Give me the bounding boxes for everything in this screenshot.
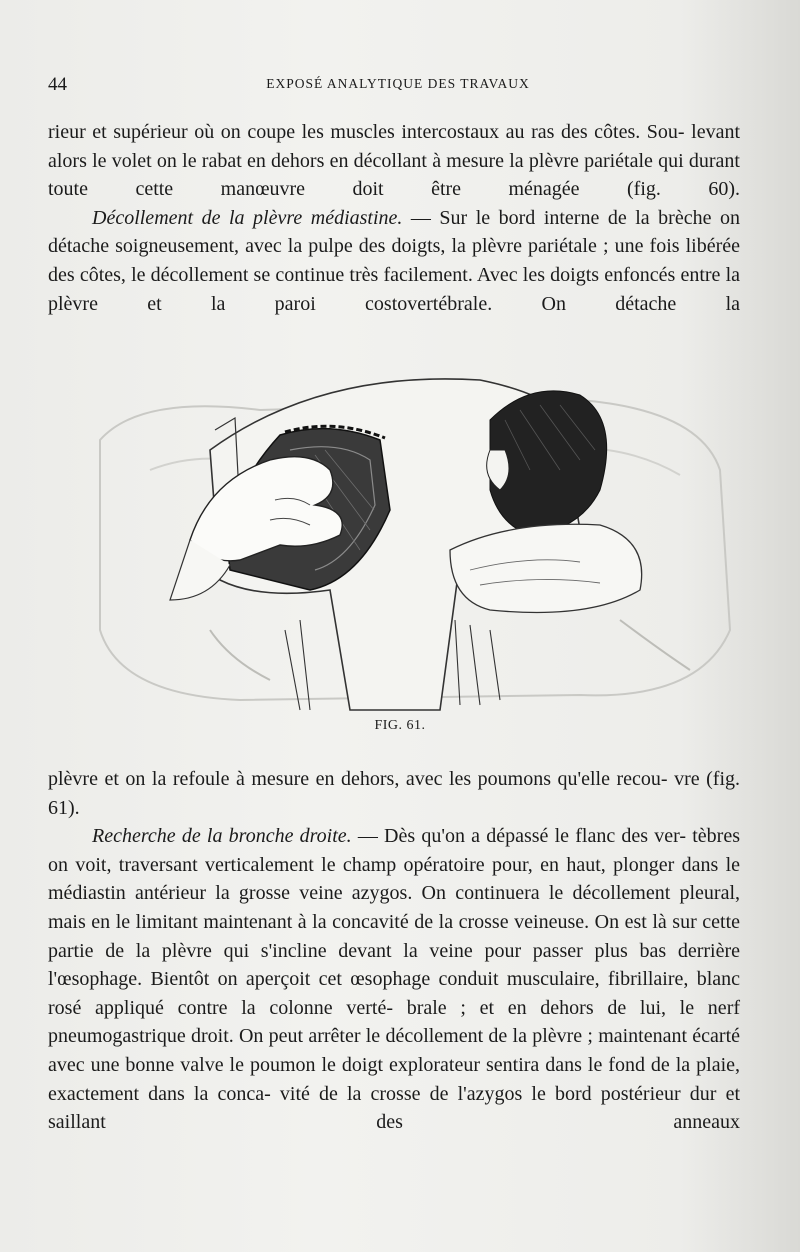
text-line: brale ; et en dehors de lui, le nerf pneumogastrique droit. On peut arrêter le [48,996,741,1048]
paragraph [48,118,740,204]
text-line: décollement de la plèvre ; maintenant écarté avec une bonne valve le poumon [48,1025,741,1076]
text-line: rieur et supérieur où on coupe les muscles intercostaux au ras des côtes. Sou- [48,121,685,143]
surgical-illustration-icon [60,300,750,720]
paragraph [48,765,740,822]
paragraph [48,822,740,1137]
section-run-in-heading: Recherche de la bronche droite. [92,825,352,848]
text-block-top [48,118,740,318]
text-line: doigts enfoncés entre la plèvre et la paroi costovertébrale. On détache la [48,263,741,315]
figure-61 [60,300,750,720]
text-line: veineuse. On est là sur cette partie de la plèvre qui s'incline devant la veine [48,910,740,962]
text-line: fois libérée des côtes, le décollement se continue très facilement. Avec les [48,235,741,286]
text-line: — Sur le bord interne de la brèche [402,206,712,229]
running-title: EXPOSÉ ANALYTIQUE DES TRAVAUX [266,76,530,91]
section-run-in-heading: Décollement de la plèvre médiastine. [92,206,403,229]
running-head [48,74,748,94]
text-line: plonger dans le médiastin antérieur la grosse veine azygos. On continuera le [48,853,740,905]
text-line: conduit musculaire, fibrillaire, blanc rosé appliqué contre la colonne verté- [48,968,741,1019]
text-block-bottom [48,765,740,1137]
text-line: — Dès qu'on a dépassé le flanc des ver- [351,825,687,848]
text-line: pour passer plus bas derrière l'œsophage. Bientôt on aperçoit cet œsophage [48,939,741,991]
figure-caption: FIG. 61. [374,718,426,733]
text-line: on détache soigneusement, avec la pulpe des doigts, la plèvre pariétale ; une [48,206,740,258]
page-number: 44 [48,74,67,95]
text-line: tèbres on voit, traversant verticalement le champ opératoire pour, en haut, [48,825,741,876]
text-line: pariétale qui durant toute cette manœuvre doit être ménagée (fig. 60). [48,149,740,201]
text-line: levant alors le volet on le rabat en dehors en décollant à mesure la plèvre [48,121,741,172]
text-line: vité de la crosse de l'azygos le bord postérieur dur et saillant des anneaux [48,1082,740,1134]
text-line: plèvre et on la refoule à mesure en dehors, avec les poumons qu'elle recou- [48,768,668,790]
text-line: vre (fig. 61). [48,768,741,819]
text-line: décollement pleural, mais en le limitant maintenant à la concavité de la crosse [48,882,741,933]
text-line: le doigt explorateur sentira dans le fond de la plaie, exactement dans la conca- [48,1053,741,1105]
